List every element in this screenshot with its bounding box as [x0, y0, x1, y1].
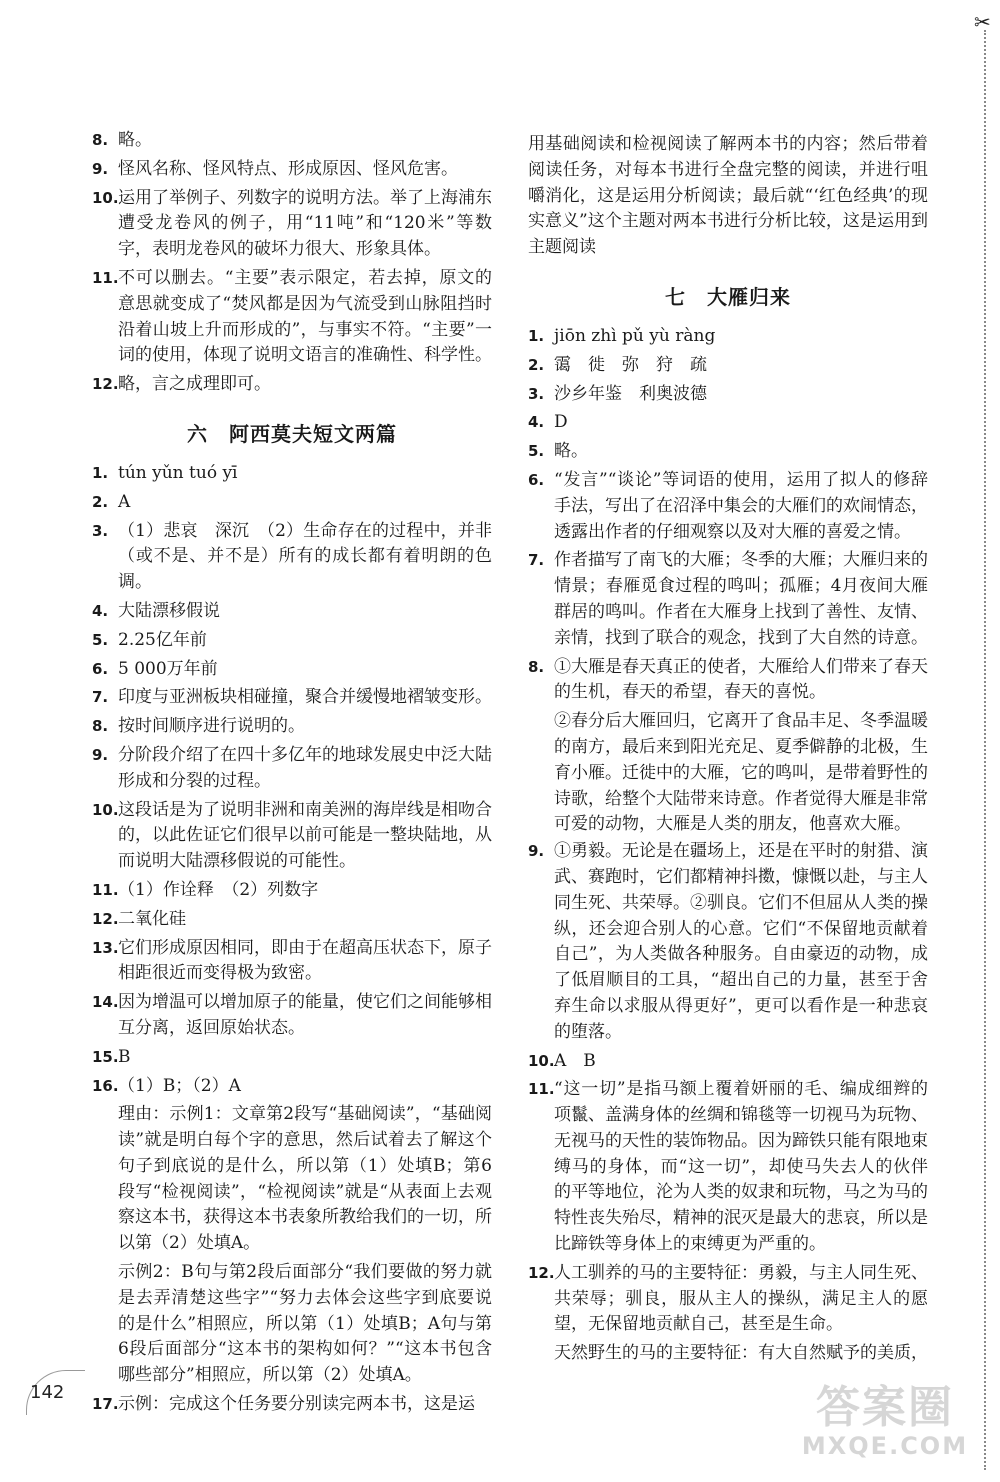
section-heading-7: 七 大雁归来 — [665, 284, 791, 309]
answer-item — [92, 157, 492, 183]
answer-text: 不可以删去。“主要”表示限定，若去掉，原文的意思就变成了“焚风都是因为气流受到山脉阻挡时沿着山坡上升而形成的”，与事实不符。“主要”一词的使用，体现了说明文语言的准确性、科学性。 — [118, 267, 492, 366]
answer-number: 11. — [92, 268, 119, 287]
answer-text: 分阶段介绍了在四十多亿年的地球发展史中泛大陆形成和分裂的过程。 — [118, 744, 492, 791]
answer-number: 2. — [92, 492, 109, 511]
answer-item — [92, 1045, 492, 1071]
answer-item — [92, 798, 492, 875]
watermark-text: 答案圈 — [816, 1382, 954, 1433]
answer-number: 10. — [92, 800, 119, 819]
answer-list-unit7-cont — [528, 839, 928, 1338]
answer-text: 怪风名称、怪风特点、形成原因、怪风危害。 — [118, 158, 458, 179]
answer-text: 霭 徙 弥 狩 疏 — [554, 354, 707, 375]
answer-text: 它们形成原因相同，即由于在超高压状态下，原子相距很近而变得极为致密。 — [118, 937, 492, 984]
answer-number: 15. — [92, 1047, 119, 1066]
cut-line — [984, 30, 986, 1470]
answer-text: 印度与亚洲板块相碰撞，聚合并缓慢地褶皱变形。 — [118, 687, 492, 708]
answer-text: 大陆漂移假说 — [118, 600, 220, 621]
answer-text: （1）作诠释 （2）列数字 — [118, 879, 319, 900]
answer-text: “这一切”是指马额上覆着妍丽的毛、编成细辫的项鬣、盖满身体的丝绸和锦毯等一切视马为玩物、无视马的天性的装饰物品。因为蹄铁只能有限地束缚马的身体，而“这一切”，却使马失去人的伙伴的平等地位，沦为人类的奴隶和玩物，马之为马的特性丧失殆尽，精神的泯灭是最大的悲哀，所以是比蹄铁等身体上的束缚更为严重的。 — [554, 1079, 928, 1255]
answer-number: 4. — [528, 413, 545, 432]
answer-number: 14. — [92, 993, 119, 1012]
answer-item — [92, 490, 492, 516]
answer-item — [528, 1077, 928, 1258]
scissors-icon: ✂ — [974, 10, 991, 34]
answer-number: 2. — [528, 355, 545, 374]
answer-text: 略。 — [554, 441, 588, 462]
item-16-reason-1: 理由：示例1：文章第2段写“基础阅读”，“基础阅读”就是明白每个字的意思，然后试着去了解这个句子到底说的是什么，所以第（1）处填B；第6段写“检视阅读”，“检视阅读”就是“从表面上去观察这本书，获得这本书表象所教给我们的一切，所以第（2）处填A。 — [118, 1104, 492, 1254]
answer-text: 按时间顺序进行说明的。 — [118, 716, 305, 737]
answer-item — [92, 128, 492, 154]
answer-text: tún yǔn tuó yī — [118, 462, 238, 483]
item-12-sub: 天然野生的马的主要特征：有大自然赋予的美质， — [554, 1343, 928, 1364]
answer-text: A B — [554, 1050, 596, 1071]
answer-item — [92, 628, 492, 654]
answer-text: 略，言之成理即可。 — [118, 374, 271, 395]
answer-number: 1. — [528, 326, 545, 345]
answer-text: 因为增温可以增加原子的能量，使它们之间能够相互分离，返回原始状态。 — [118, 992, 492, 1038]
answer-text: 二氧化硅 — [118, 908, 186, 929]
answer-text: ①大雁是春天真正的使者，大雁给人们带来了春天的生机，春天的希望，春天的喜悦。 — [554, 656, 928, 703]
answer-text: 5 000万年前 — [118, 658, 218, 679]
answer-item — [528, 468, 928, 545]
item-16-reason-2: 示例2：B句与第2段后面部分“我们要做的努力就是去弄清楚这些字”“努力去体会这些字到底要说的是什么”相照应，所以第（1）处填B；A句与第6段后面部分“这本书的架构如何？”“这本书包含哪些部分”相照应，所以第（2）处填A。 — [118, 1262, 492, 1386]
answer-list-unit5-end — [92, 128, 492, 398]
answer-item — [528, 839, 928, 1045]
answer-number: 17. — [92, 1395, 119, 1414]
answer-text: ①勇毅。无论是在疆场上，还是在平时的射猎、演武、赛跑时，它们都精神抖擞，慷慨以赴，与主人同生死、共荣辱。②驯良。它们不但屈从人类的操纵，还会迎合别人的心意。它们“不保留地贡献着自己”，为人类做各种服务。自由豪迈的动物，成了低眉顺目的工具，“超出自己的力量，甚至于舍弃生命以求服从得更好”，更可以看作是一种悲哀的堕落。 — [554, 841, 928, 1042]
answer-number: 5. — [528, 442, 545, 461]
answer-number: 6. — [528, 470, 545, 489]
answer-text: B — [118, 1046, 131, 1067]
answer-text: （1）B；（2）A — [118, 1075, 241, 1096]
page-number: 142 — [30, 1382, 65, 1403]
answer-list-unit6 — [92, 461, 492, 1099]
answer-text: 略。 — [118, 130, 152, 150]
item-8-sub: ②春分后大雁回归，它离开了食品丰足、冬季温暖的南方，最后来到阳光充足、夏季僻静的北极，生育小雁。迁徙中的大雁，它的鸣叫，是带着野性的诗歌，给整个大陆带来诗意。作者觉得大雁是非常可爱的动物，大雁是人类的朋友，他喜欢大雁。 — [554, 711, 928, 835]
answer-item — [528, 548, 928, 651]
answer-number: 6. — [92, 659, 109, 678]
section-heading-6: 六 阿西莫夫短文两篇 — [187, 421, 397, 446]
answer-number: 12. — [92, 375, 119, 394]
answer-number: 11. — [92, 880, 119, 899]
answer-number: 3. — [528, 384, 545, 403]
answer-text: 这段话是为了说明非洲和南美洲的海岸线是相吻合的，以此佐证它们很早以前可能是一整块陆地，从而说明大陆漂移假说的可能性。 — [118, 799, 492, 872]
answer-item — [92, 936, 492, 988]
answer-number: 9. — [92, 159, 109, 178]
answer-item-17 — [92, 1392, 492, 1418]
answer-number: 4. — [92, 601, 109, 620]
answer-number: 10. — [528, 1051, 555, 1070]
answer-item — [92, 685, 492, 711]
answer-item — [528, 439, 928, 465]
answer-text: 2.25亿年前 — [118, 629, 207, 650]
answer-number: 1. — [92, 463, 109, 482]
answer-text: 作者描写了南飞的大雁；冬季的大雁；大雁归来的情景；春雁觅食过程的鸣叫；孤雁；4月夜间大雁群居的鸣叫。作者在大雁身上找到了善性、友情、亲情，找到了联合的观念，找到了大自然的诗意。 — [554, 550, 928, 648]
answer-item — [92, 266, 492, 369]
answer-number: 7. — [528, 551, 545, 570]
answer-number: 12. — [528, 1263, 555, 1282]
answer-item — [92, 657, 492, 683]
answer-item — [528, 382, 928, 408]
answer-text: （1）悲哀 深沉 （2）生命存在的过程中，并非（或不是、并不是）所有的成长都有着明朗的色调。 — [118, 520, 492, 593]
answer-item — [92, 1074, 492, 1100]
answer-number: 11. — [528, 1080, 555, 1099]
answer-item — [92, 372, 492, 398]
answer-item — [92, 743, 492, 795]
answer-text: 人工驯养的马的主要特征：勇毅，与主人同生死、共荣辱；驯良，服从主人的操纵，满足主人的愿望，无保留地贡献自己，甚至是生命。 — [554, 1262, 928, 1335]
answer-text: 沙乡年鉴 利奥波德 — [554, 383, 707, 404]
answer-number: 3. — [92, 521, 109, 540]
watermark-url: MXQE.COM — [801, 1432, 969, 1460]
answer-number: 9. — [92, 745, 109, 764]
answer-text: “发言”“谈论”等词语的使用，运用了拟人的修辞手法，写出了在沼泽中集会的大雁们的欢闹情态，透露出作者的仔细观察以及对大雁的喜爱之情。 — [554, 469, 928, 542]
answer-item — [92, 461, 492, 487]
answer-item — [528, 1049, 928, 1075]
answer-list-unit7 — [528, 324, 928, 706]
answer-number: 16. — [92, 1076, 119, 1095]
watermark-logo — [790, 1384, 980, 1476]
answer-item — [528, 353, 928, 379]
answer-item — [92, 186, 492, 263]
answer-number: 8. — [92, 717, 109, 736]
answer-number: 13. — [92, 938, 119, 957]
answer-item — [92, 714, 492, 740]
answer-number: 5. — [92, 630, 109, 649]
answer-item — [528, 655, 928, 707]
answer-number: 7. — [92, 688, 109, 707]
answer-item — [92, 907, 492, 933]
answer-text: 示例：完成这个任务要分别读完两本书，这是运 — [118, 1394, 475, 1415]
right-column — [528, 132, 928, 1368]
answer-item — [92, 519, 492, 596]
answer-text: 运用了举例子、列数字的说明方法。举了上海浦东遭受龙卷风的例子，用“11吨”和“120米”等数字，表明龙卷风的破坏力很大、形象具体。 — [118, 187, 492, 260]
answer-number: 9. — [528, 842, 545, 861]
left-column — [92, 128, 492, 1421]
answer-number: 12. — [92, 909, 119, 928]
answer-text: D — [554, 412, 568, 433]
answer-item — [528, 1261, 928, 1338]
answer-item — [528, 324, 928, 350]
answer-number: 8. — [528, 657, 545, 676]
answer-item — [92, 599, 492, 625]
answer-number: 8. — [92, 131, 109, 149]
answer-number: 10. — [92, 188, 119, 207]
answer-item — [528, 410, 928, 436]
answer-text: jiōn zhì pǔ yù ràng — [554, 325, 716, 346]
item-17-continuation: 用基础阅读和检视阅读了解两本书的内容；然后带着阅读任务，对每本书进行全盘完整的阅读，并进行咀嚼消化，这是运用分析阅读；最后就“‘红色经典’的现实意义”这个主题对两本书进行分析比较，这是运用到主题阅读 — [528, 134, 928, 258]
answer-item — [92, 990, 492, 1042]
answer-text: A — [118, 491, 131, 512]
answer-item — [92, 878, 492, 904]
